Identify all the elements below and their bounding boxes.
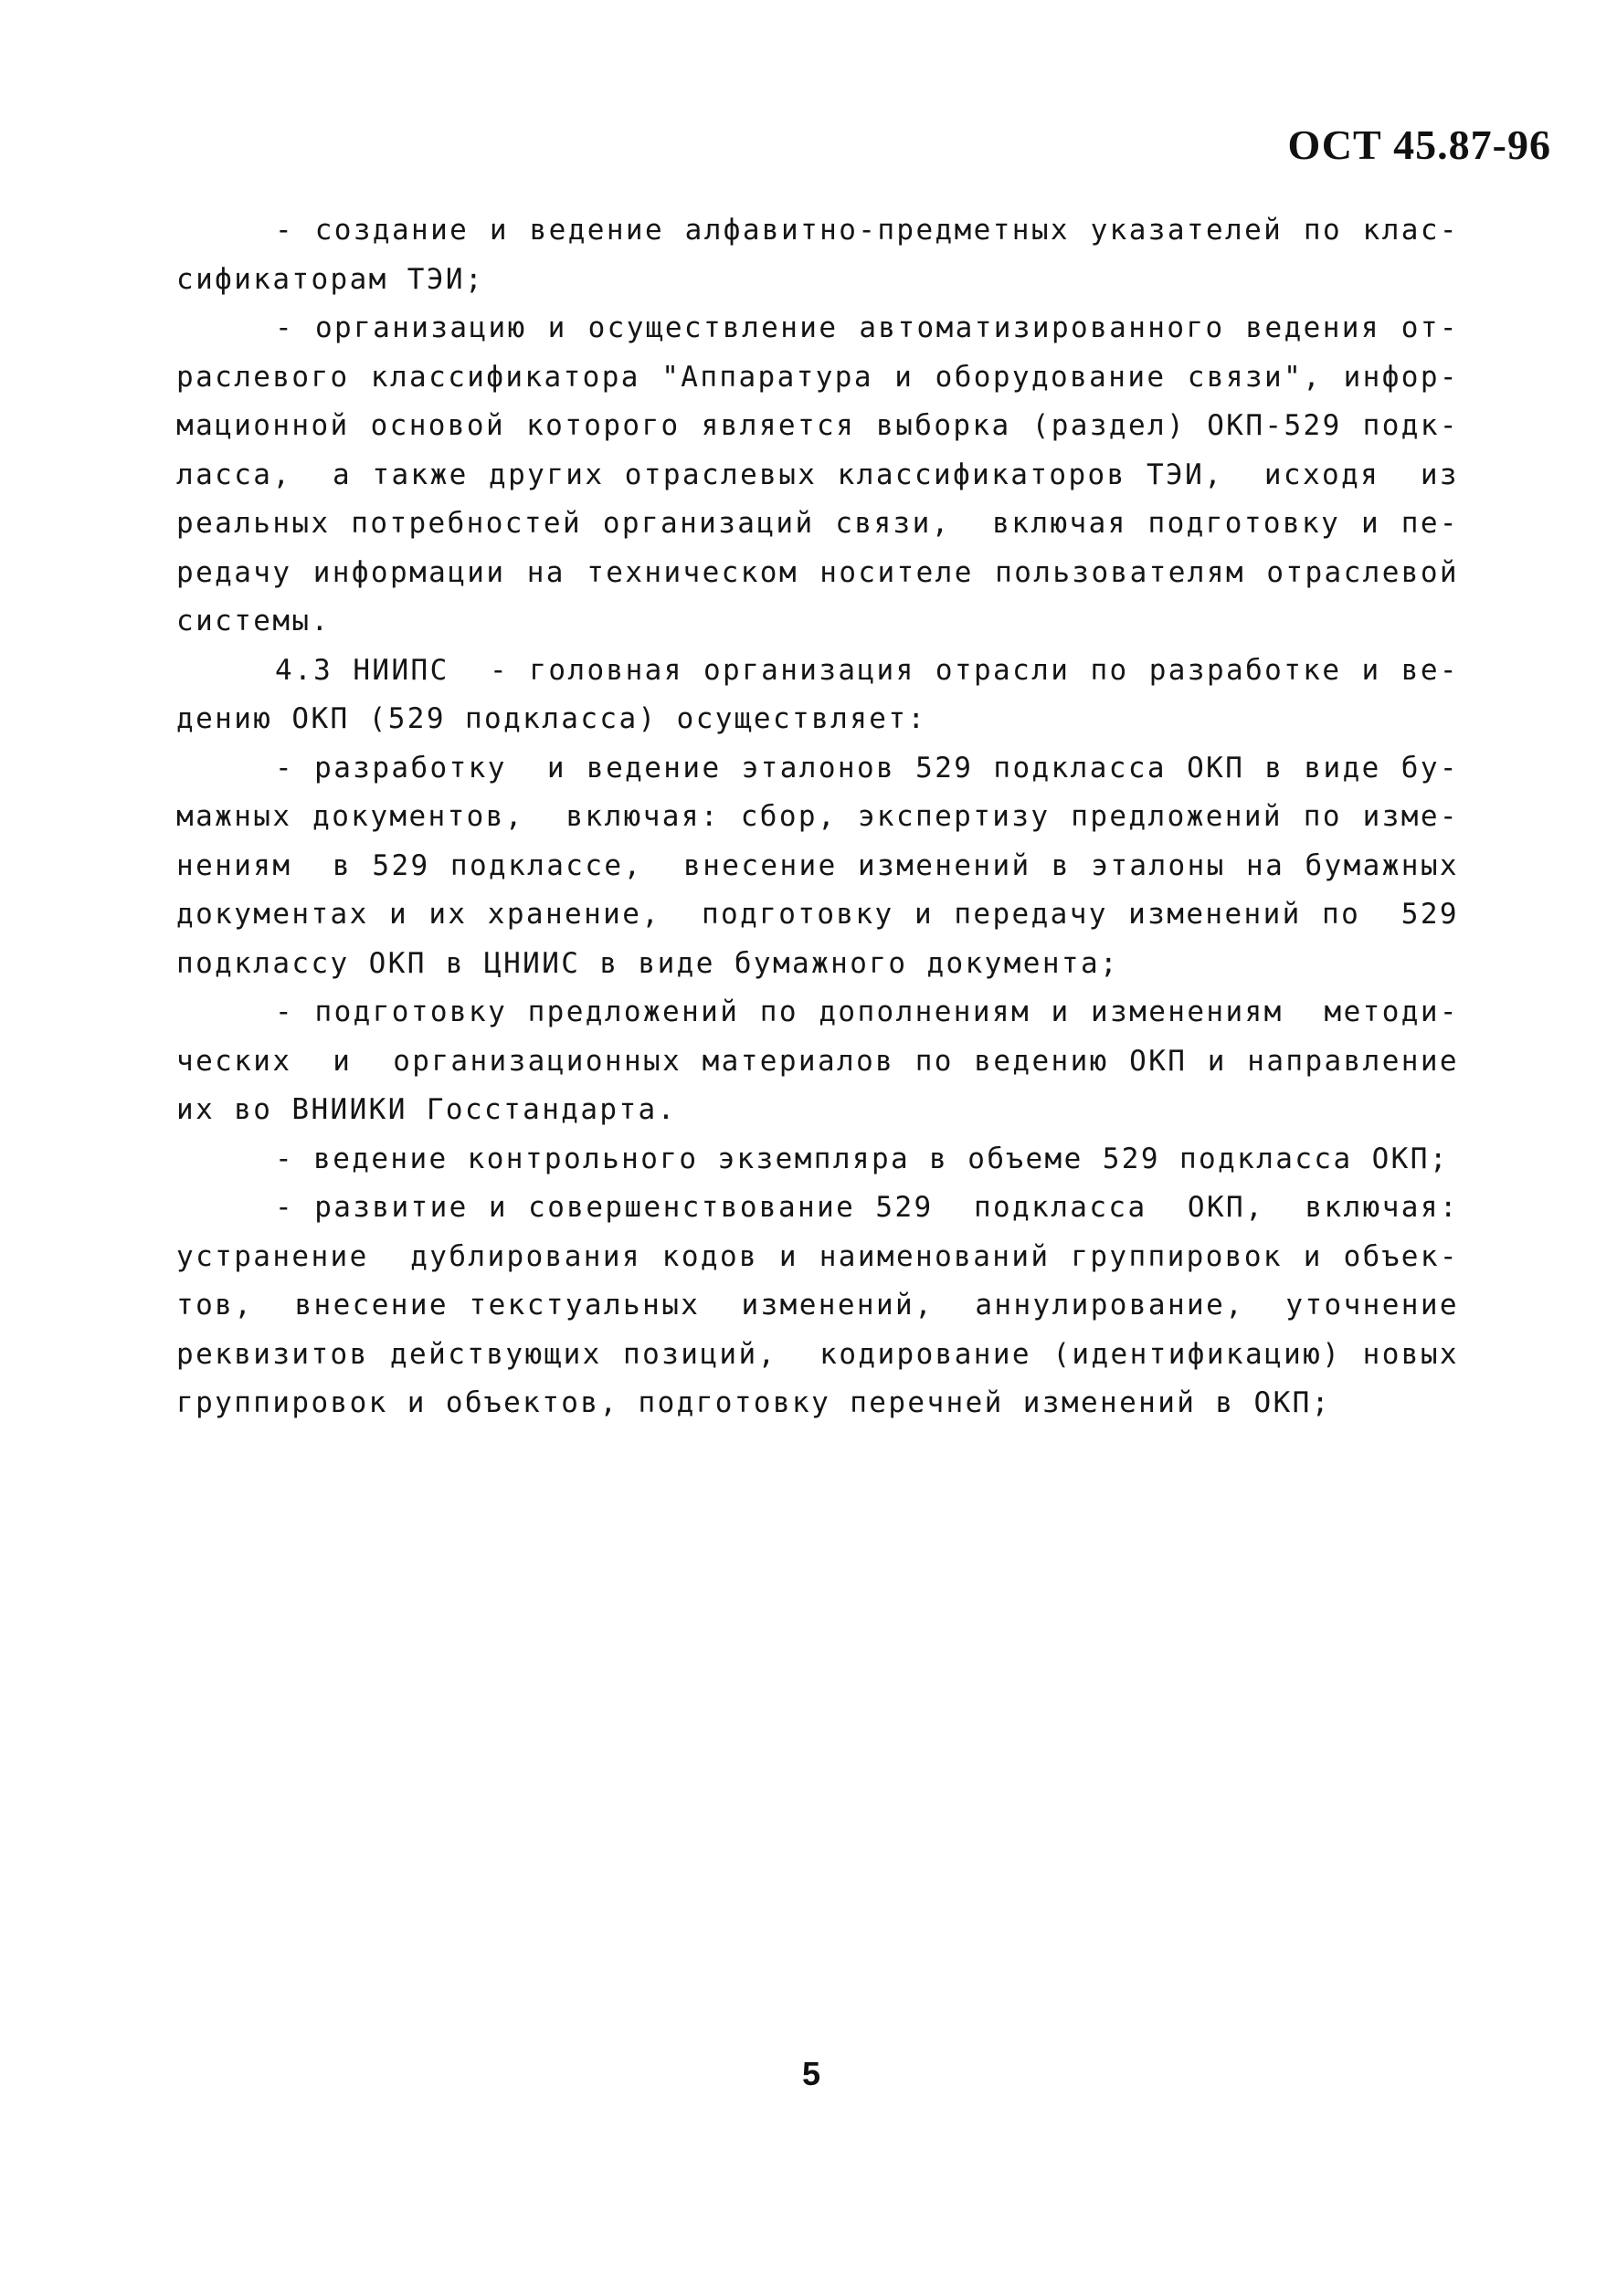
text-line: нениям в 529 подклассе, внесение изменений в эталоны на бумажных xyxy=(176,848,1459,882)
paragraph xyxy=(176,206,1459,304)
text-line: - создание и ведение алфавитно-предметных указателей по клас- xyxy=(275,214,1459,247)
paragraph xyxy=(176,988,1459,1135)
document-body xyxy=(176,206,1459,1428)
text-line: ласса, а также других отраслевых классификаторов ТЭИ, исходя из xyxy=(176,458,1459,491)
document-code: ОСТ 45.87-96 xyxy=(1287,121,1551,168)
text-line: дению ОКП (529 подкласса) осуществляет: xyxy=(176,702,927,735)
text-line: документах и их хранение, подготовку и передачу изменений по 529 xyxy=(176,898,1459,931)
text-line: мажных документов, включая: сбор, экспертизу предложений по изме- xyxy=(176,800,1459,833)
text-line: ческих и организационных материалов по ведению ОКП и направление xyxy=(176,1044,1459,1078)
text-line: раслевого классификатора "Аппаратура и оборудование связи", инфор- xyxy=(176,360,1459,394)
paragraph xyxy=(176,304,1459,647)
text-line: 4.3 НИИПС - головная организация отрасли по разработке и ве- xyxy=(275,653,1459,687)
text-line: реальных потребностей организаций связи, включая подготовку и пе- xyxy=(176,507,1459,540)
text-line: - разработку и ведение эталонов 529 подкласса ОКП в виде бу- xyxy=(275,751,1459,785)
text-line: - ведение контрольного экземпляра в объеме 529 подкласса ОКП; xyxy=(275,1142,1449,1175)
text-line: реквизитов действующих позиций, кодирование (идентификацию) новых xyxy=(176,1337,1459,1371)
text-line: сификаторам ТЭИ; xyxy=(176,262,485,296)
text-line: группировок и объектов, подготовку перечней изменений в ОКП; xyxy=(176,1386,1331,1419)
text-line: системы. xyxy=(176,605,331,637)
paragraph xyxy=(176,744,1459,989)
paragraph xyxy=(176,647,1459,744)
text-line: тов, внесение текстуальных изменений, аннулирование, уточнение xyxy=(176,1289,1459,1322)
text-line: - организацию и осуществление автоматизированного ведения от- xyxy=(275,311,1459,344)
text-line: их во ВНИИКИ Госстандарта. xyxy=(176,1093,677,1126)
text-line: подклассу ОКП в ЦНИИС в виде бумажного документа; xyxy=(176,946,1120,980)
paragraph xyxy=(176,1135,1459,1185)
text-line: - подготовку предложений по дополнениям и изменениям методи- xyxy=(275,995,1459,1028)
text-line: - развитие и совершенствование 529 подкласса ОКП, включая: xyxy=(275,1191,1459,1224)
text-line: мационной основой которого является выборка (раздел) ОКП-529 подк- xyxy=(176,409,1459,442)
text-line: устранение дублирования кодов и наименований группировок и объек- xyxy=(176,1239,1459,1273)
paragraph xyxy=(176,1184,1459,1428)
text-line: редачу информации на техническом носителе пользователям отраслевой xyxy=(176,555,1459,589)
page-number: 5 xyxy=(801,2055,821,2092)
